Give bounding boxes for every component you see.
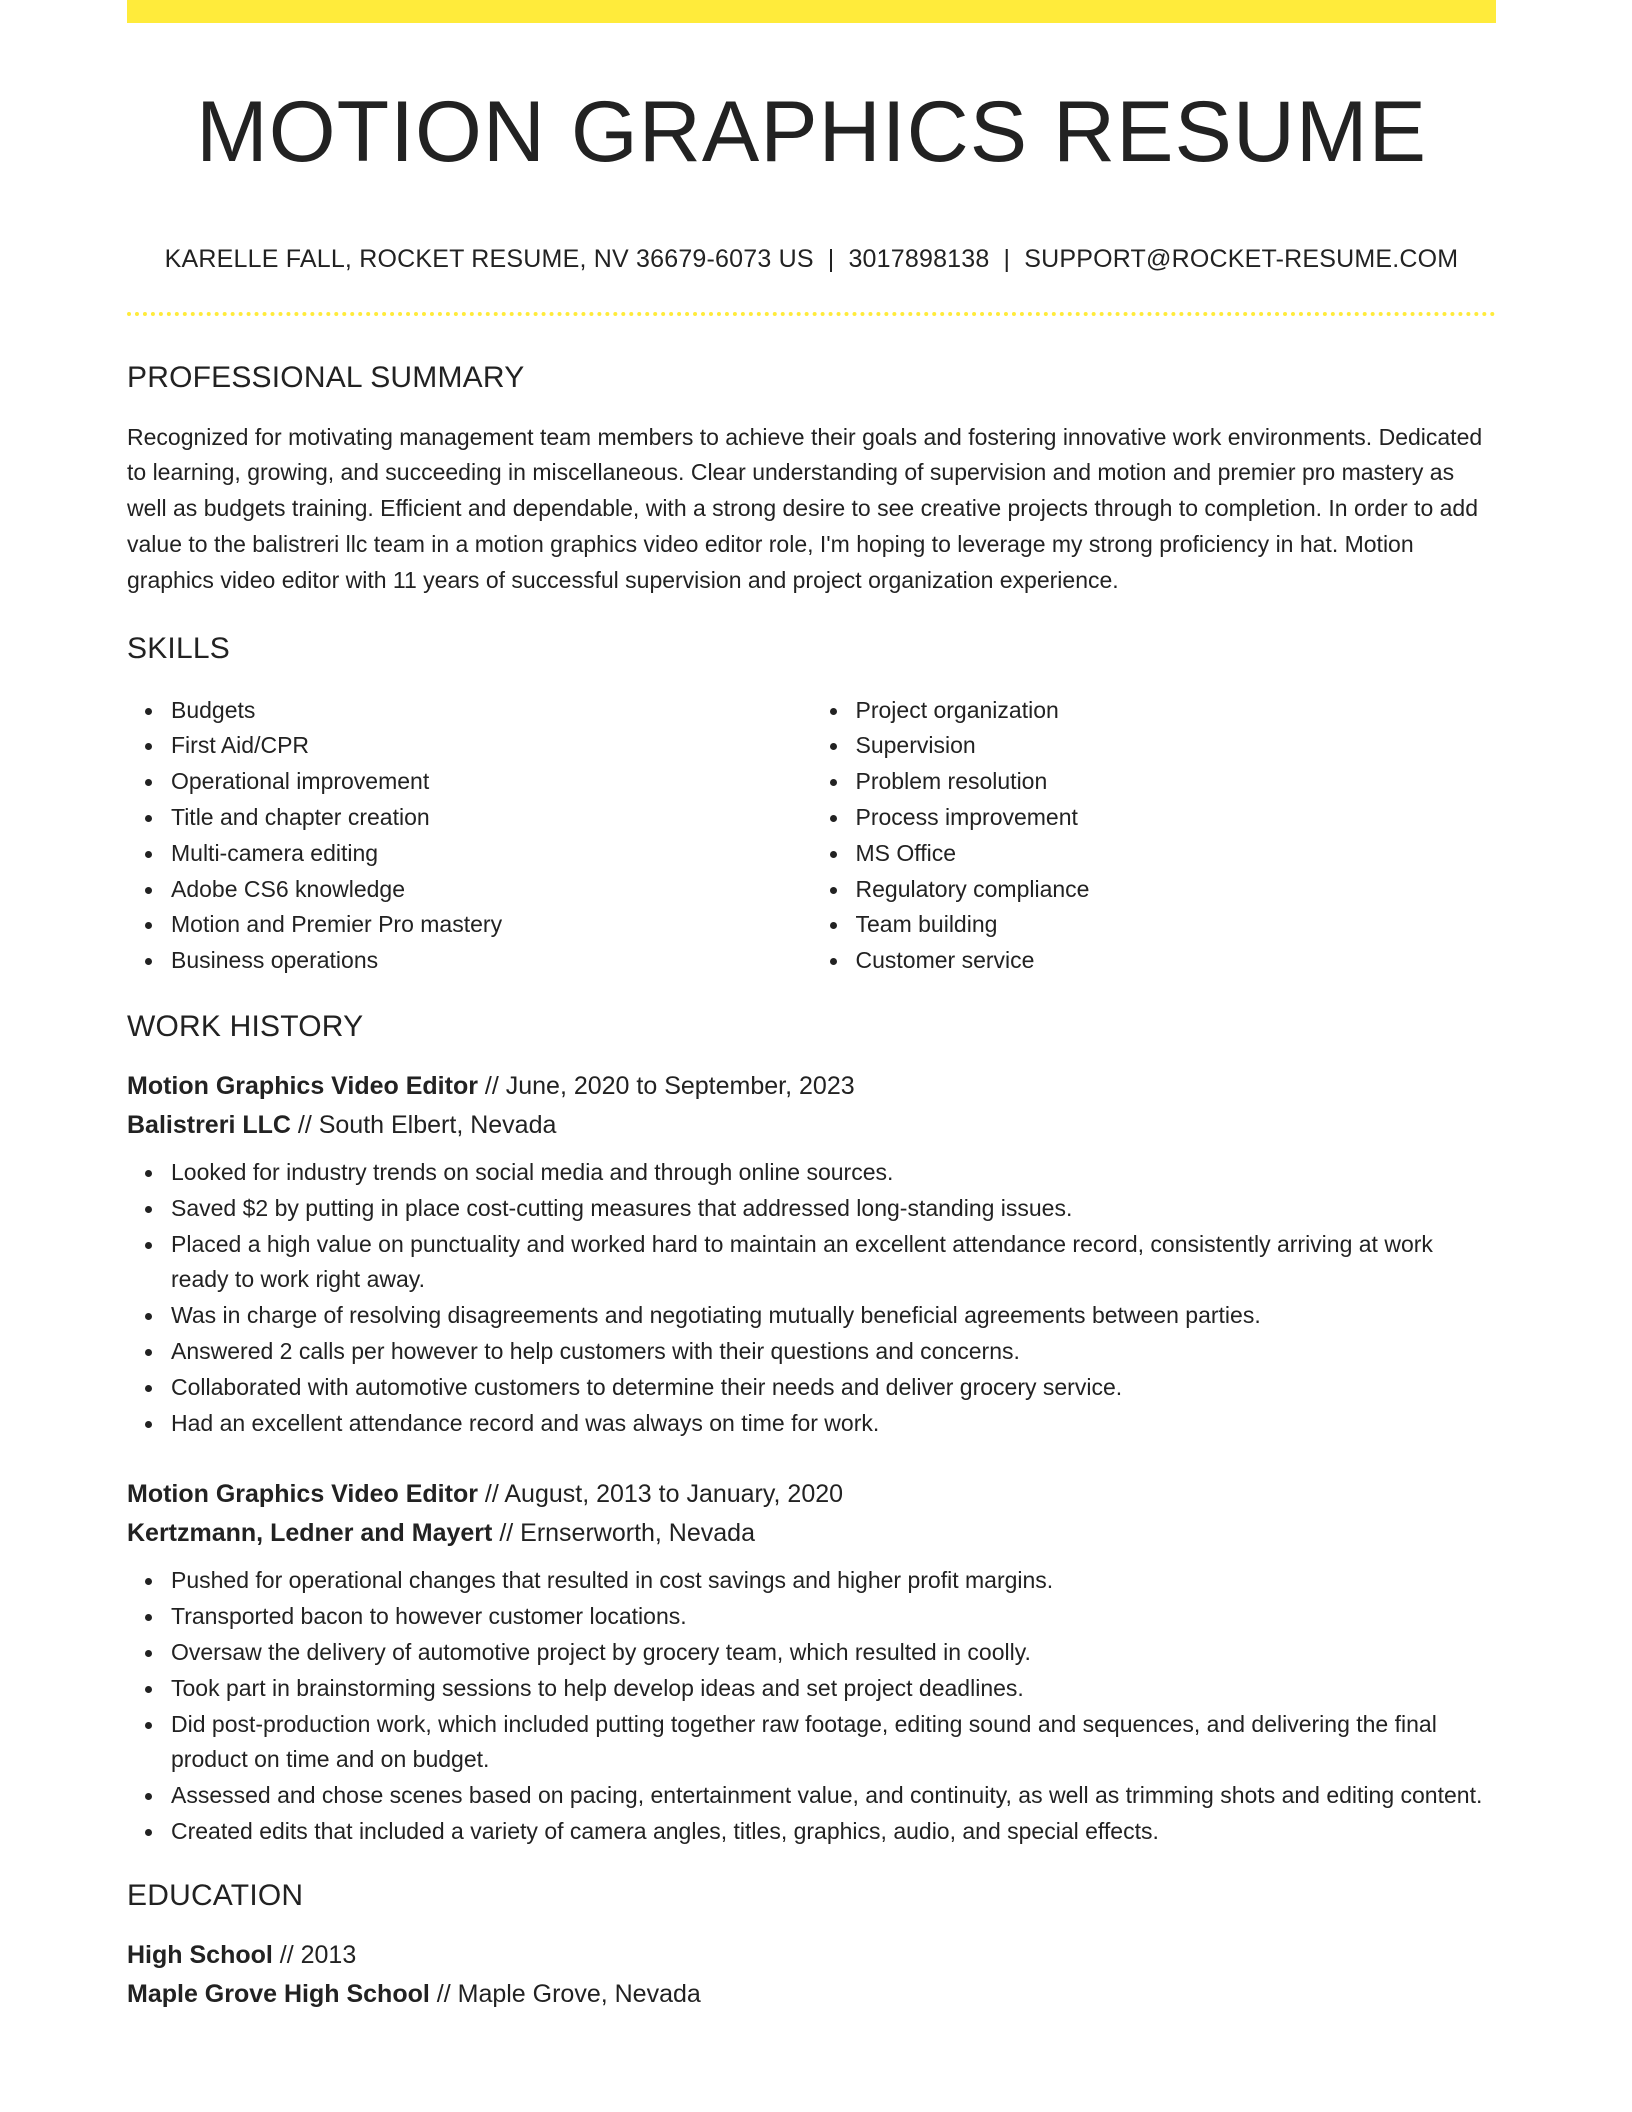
skill-item: Customer service bbox=[856, 943, 1497, 979]
job-bullet: Did post-production work, which included putting together raw footage, editing sound and sequences, and delivering the final product on time and on budget. bbox=[171, 1707, 1496, 1779]
education-school: Maple Grove High School bbox=[127, 1979, 430, 2008]
education-entry bbox=[127, 1936, 1496, 2014]
contact-separator: | bbox=[1003, 244, 1011, 273]
skills-heading: SKILLS bbox=[127, 631, 230, 665]
education-degree-line bbox=[127, 1936, 1496, 1975]
job-bullet: Transported bacon to however customer locations. bbox=[171, 1599, 1496, 1635]
job-title-line bbox=[127, 1475, 1496, 1514]
job-dates: // August, 2013 to January, 2020 bbox=[484, 1480, 844, 1509]
job-bullet: Was in charge of resolving disagreements and negotiating mutually beneficial agreements between parties. bbox=[171, 1298, 1496, 1334]
education-school-line bbox=[127, 1975, 1496, 2014]
job-company-line bbox=[127, 1106, 1496, 1145]
work-history-section bbox=[127, 1009, 1496, 1850]
summary-heading: PROFESSIONAL SUMMARY bbox=[127, 360, 525, 394]
job-bullet: Answered 2 calls per however to help customers with their questions and concerns. bbox=[171, 1334, 1496, 1370]
skill-item: Motion and Premier Pro mastery bbox=[171, 907, 812, 943]
job-bullet: Took part in brainstorming sessions to help develop ideas and set project deadlines. bbox=[171, 1671, 1496, 1707]
skills-grid bbox=[127, 693, 1496, 979]
education-degree: High School bbox=[127, 1940, 273, 1969]
dotted-divider bbox=[127, 312, 1496, 316]
job-bullet: Saved $2 by putting in place cost-cutting measures that addressed long-standing issues. bbox=[171, 1191, 1496, 1227]
skill-item: Regulatory compliance bbox=[856, 872, 1497, 908]
skill-item: Project organization bbox=[856, 693, 1497, 729]
job-title-line bbox=[127, 1067, 1496, 1106]
skill-item: Operational improvement bbox=[171, 764, 812, 800]
education-year: // 2013 bbox=[279, 1940, 357, 1969]
job-title: Motion Graphics Video Editor bbox=[127, 1480, 478, 1509]
job-company: Balistreri LLC bbox=[127, 1110, 291, 1139]
summary-section bbox=[127, 360, 1496, 599]
contact-line bbox=[127, 244, 1496, 274]
job-dates: // June, 2020 to September, 2023 bbox=[484, 1071, 855, 1100]
skill-item: Adobe CS6 knowledge bbox=[171, 872, 812, 908]
job-bullet: Placed a high value on punctuality and worked hard to maintain an excellent attendance record, consistently arriving at work ready to work right away. bbox=[171, 1227, 1496, 1299]
job-bullet: Assessed and chose scenes based on pacing, entertainment value, and continuity, as well as trimming shots and editing content. bbox=[171, 1778, 1496, 1814]
skills-section bbox=[127, 631, 1496, 979]
education-heading: EDUCATION bbox=[127, 1878, 304, 1912]
job-location: // South Elbert, Nevada bbox=[297, 1110, 557, 1139]
skill-item: Title and chapter creation bbox=[171, 800, 812, 836]
job-title: Motion Graphics Video Editor bbox=[127, 1071, 478, 1100]
job-bullet: Collaborated with automotive customers to determine their needs and deliver grocery service. bbox=[171, 1370, 1496, 1406]
skill-item: Team building bbox=[856, 907, 1497, 943]
skill-item: Problem resolution bbox=[856, 764, 1497, 800]
job-location: // Ernserworth, Nevada bbox=[499, 1519, 755, 1548]
contact-address: KARELLE FALL, ROCKET RESUME, NV 36679-6073 US bbox=[164, 244, 814, 273]
contact-separator: | bbox=[827, 244, 835, 273]
skill-item: Supervision bbox=[856, 728, 1497, 764]
skill-item: First Aid/CPR bbox=[171, 728, 812, 764]
education-section bbox=[127, 1878, 1496, 2014]
skill-item: Budgets bbox=[171, 693, 812, 729]
job-bullet-list bbox=[127, 1155, 1496, 1441]
skill-item: MS Office bbox=[856, 836, 1497, 872]
accent-top-bar bbox=[127, 0, 1496, 23]
resume-title: MOTION GRAPHICS RESUME bbox=[196, 84, 1427, 180]
resume-page bbox=[127, 0, 1496, 2014]
contact-phone: 3017898138 bbox=[848, 244, 990, 273]
job-entry bbox=[127, 1475, 1496, 1849]
job-bullet: Had an excellent attendance record and was always on time for work. bbox=[171, 1406, 1496, 1442]
education-location: // Maple Grove, Nevada bbox=[436, 1979, 701, 2008]
job-bullet: Oversaw the delivery of automotive project by grocery team, which resulted in coolly. bbox=[171, 1635, 1496, 1671]
contact-email: SUPPORT@ROCKET-RESUME.COM bbox=[1024, 244, 1459, 273]
job-bullet-list bbox=[127, 1563, 1496, 1849]
skill-item: Business operations bbox=[171, 943, 812, 979]
job-bullet: Looked for industry trends on social media and through online sources. bbox=[171, 1155, 1496, 1191]
job-bullet: Created edits that included a variety of camera angles, titles, graphics, audio, and special effects. bbox=[171, 1814, 1496, 1850]
job-bullet: Pushed for operational changes that resulted in cost savings and higher profit margins. bbox=[171, 1563, 1496, 1599]
summary-text: Recognized for motivating management team members to achieve their goals and fostering innovative work environments. Dedicated to learning, growing, and succeeding in miscellaneous. Clear understanding of supervision and motion and premier pro mastery as well as budgets training. Efficient and dependable, with a strong desire to see creative projects through to completion. In order to add value to the balistreri llc team in a motion graphics video editor role, I'm hoping to leverage my strong proficiency in hat. Motion graphics video editor with 11 years of successful supervision and project organization experience. bbox=[127, 423, 1483, 593]
job-company-line bbox=[127, 1514, 1496, 1553]
skills-list-right bbox=[812, 693, 1497, 979]
skill-item: Multi-camera editing bbox=[171, 836, 812, 872]
skills-list-left bbox=[127, 693, 812, 979]
work-history-heading: WORK HISTORY bbox=[127, 1009, 364, 1043]
skill-item: Process improvement bbox=[856, 800, 1497, 836]
job-company: Kertzmann, Ledner and Mayert bbox=[127, 1519, 493, 1548]
job-entry bbox=[127, 1067, 1496, 1441]
